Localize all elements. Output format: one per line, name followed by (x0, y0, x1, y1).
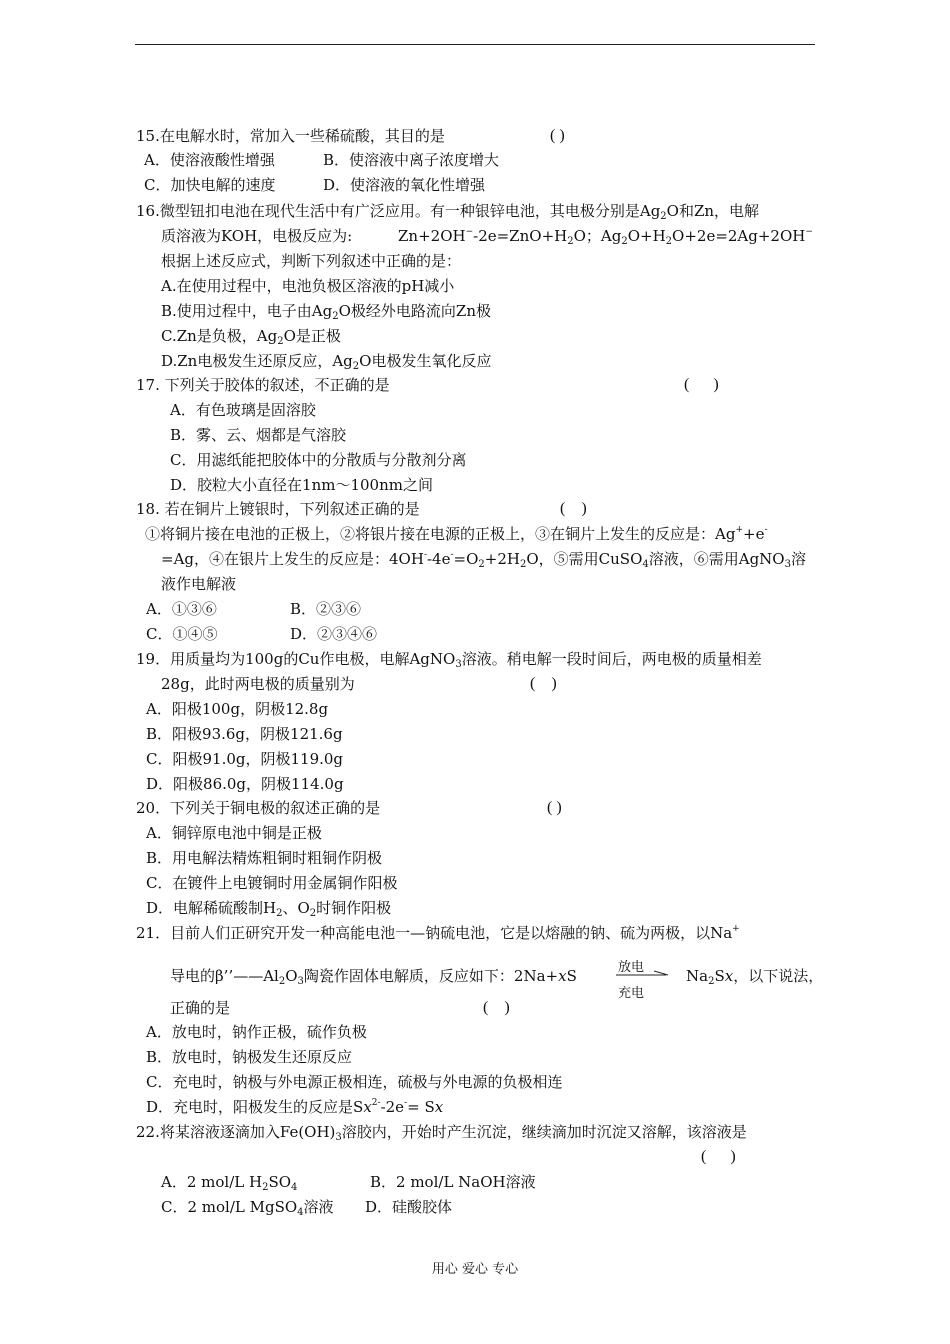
q20-option-b: B．用电解法精炼粗铜时粗铜作阴极 (146, 849, 383, 867)
q20-stem: 20．下列关于铜电极的叙述正确的是 (136, 799, 381, 817)
q18-statements-line1: ①将铜片接在电池的正极上，②将银片接在电源的正极上，③在铜片上发生的反应是：Ag++e- (145, 525, 768, 543)
q19-option-c: C．阳极91.0g，阴极119.0g (146, 750, 344, 768)
q20-answer-paren: ( ) (547, 799, 562, 816)
q19-option-b: B．阳极93.6g，阴极121.6g (146, 725, 343, 743)
reversible-reaction-arrow (616, 960, 674, 1004)
q18-option-b: B．②③⑥ (290, 600, 362, 618)
q15-answer-paren: ( ) (550, 127, 565, 144)
q16-option-b: B.使用过程中，电子由$Ag_2O$极经外电路流向Zn极 (161, 302, 491, 322)
q15-option-c: C．加快电解的速度 (144, 176, 276, 194)
q21-stem-line2-right: $Na_2Sx$，以下说法， (686, 967, 824, 987)
q20-option-c: C．在镀件上电镀铜时用金属铜作阳极 (146, 874, 398, 892)
q16-stem-line3: 根据上述反应式，判断下列叙述中正确的是： (161, 252, 462, 270)
q17-option-b: B．雾、云、烟都是气溶胶 (170, 426, 347, 444)
q19-option-d: D．阳极86.0g，阴极114.0g (146, 775, 344, 793)
q17-option-c: C．用滤纸能把胶体中的分散质与分散剂分离 (170, 451, 467, 469)
q18-option-c: C．①④⑤ (146, 625, 218, 643)
q22-stem: 22.将某溶液逐滴加入$Fe(OH)_3$溶胶内，开始时产生沉淀，继续滴加时沉淀又溶解，该溶液是 (136, 1123, 747, 1143)
q21-option-d: D．充电时，阳极发生的反应是$Sx^{2-}-2e^-= Sx$ (146, 1098, 444, 1116)
q18-statements-line2: =Ag，④在银片上发生的反应是：$4OH^--4e^-=O_2+2H_2O$，⑤需用CuSO$_4$溶液，⑥需用AgNO$_3$溶 (161, 550, 806, 570)
q17-option-a: A．有色玻璃是固溶胶 (170, 401, 316, 419)
q16-stem-line1: 16.微型钮扣电池在现代生活中有广泛应用。有一种银锌电池，其电极分别是$Ag_2O$和Zn，电解 (136, 202, 760, 222)
q18-statements-line3: 液作电解液 (161, 575, 237, 593)
q20-option-d: D．电解稀硫酸制$H_2$、$O_2$时铜作阳极 (146, 899, 392, 919)
q16-electrode-equations: $Zn+2OH^--2e=ZnO+H_2O$；$Ag_2O+H_2O+2e=2Ag+2OH^-$ (398, 227, 813, 247)
charge-label: 充电 (618, 986, 645, 1001)
q18-stem: 18. 若在铜片上镀银时，下列叙述正确的是 (136, 500, 420, 518)
q15-option-d: D．使溶液的氧化性增强 (323, 176, 486, 194)
page-footer: 用心 爱心 专心 (431, 1262, 519, 1277)
q18-option-a: A．①③⑥ (146, 600, 217, 618)
q19-stem-line1: 19．用质量均为100g的Cu作电极，电解AgNO$_3$溶液。稍电解一段时间后，两电极的质量相差 (136, 650, 762, 670)
equilibrium-arrow-icon (616, 969, 674, 983)
q15-stem: 15.在电解水时，常加入一些稀硫酸，其目的是 (136, 127, 445, 145)
q16-option-c: C.Zn是负极，$Ag_2O$是正极 (161, 327, 341, 347)
q21-stem-line3: 正确的是 (170, 999, 231, 1017)
q21-stem-line2-left: 导电的$\beta’’——Al_2O_3$陶瓷作固体电解质，反应如下：2Na+xS (170, 967, 577, 987)
q15-option-b: B．使溶液中离子浓度增大 (323, 151, 500, 169)
header-rule (135, 44, 815, 45)
q15-option-a: A．使溶液酸性增强 (144, 151, 275, 169)
q21-option-b: B．放电时，钠极发生还原反应 (146, 1048, 353, 1066)
discharge-label: 放电 (618, 960, 645, 975)
q16-option-a: A.在使用过程中，电池负极区溶液的pH减小 (161, 277, 455, 295)
q21-stem-line1: 21．目前人们正研究开发一种高能电池一—钠硫电池，它是以熔融的钠、硫为两极，以Na+ (136, 924, 740, 942)
q16-stem-line2: 质溶液为KOH，电极反应为: (161, 227, 353, 245)
q21-option-c: C．充电时，钠极与外电源正极相连，硫极与外电源的负极相连 (146, 1073, 563, 1091)
q22-option-c: C．2 mol/L MgSO$_4$溶液 (161, 1198, 334, 1218)
q22-option-a: A．2 mol/L $H_2SO_4$ (161, 1173, 298, 1193)
q20-option-a: A．铜锌原电池中铜是正极 (146, 824, 322, 842)
q16-option-d: D.Zn电极发生还原反应，$Ag_2O$电极发生氧化反应 (161, 352, 492, 372)
q17-option-d: D．胶粒大小直径在1nm～100nm之间 (170, 476, 433, 494)
q18-answer-paren: ( ) (560, 500, 587, 517)
q21-answer-paren: ( ) (483, 999, 510, 1016)
q19-stem-line2: 28g，此时两电极的质量别为 (161, 675, 355, 693)
q22-option-b: B．2 mol/L NaOH溶液 (370, 1173, 536, 1191)
q17-stem: 17. 下列关于胶体的叙述，不正确的是 (136, 376, 390, 394)
q19-answer-paren: ( ) (530, 675, 557, 692)
q22-option-d: D．硅酸胶体 (365, 1198, 453, 1216)
q19-option-a: A．阳极100g，阴极12.8g (146, 700, 329, 718)
q17-answer-paren: ( ) (684, 376, 719, 393)
q18-option-d: D．②③④⑥ (290, 625, 378, 643)
q22-answer-paren: ( ) (701, 1148, 736, 1165)
q21-option-a: A．放电时，钠作正极，硫作负极 (146, 1023, 367, 1041)
